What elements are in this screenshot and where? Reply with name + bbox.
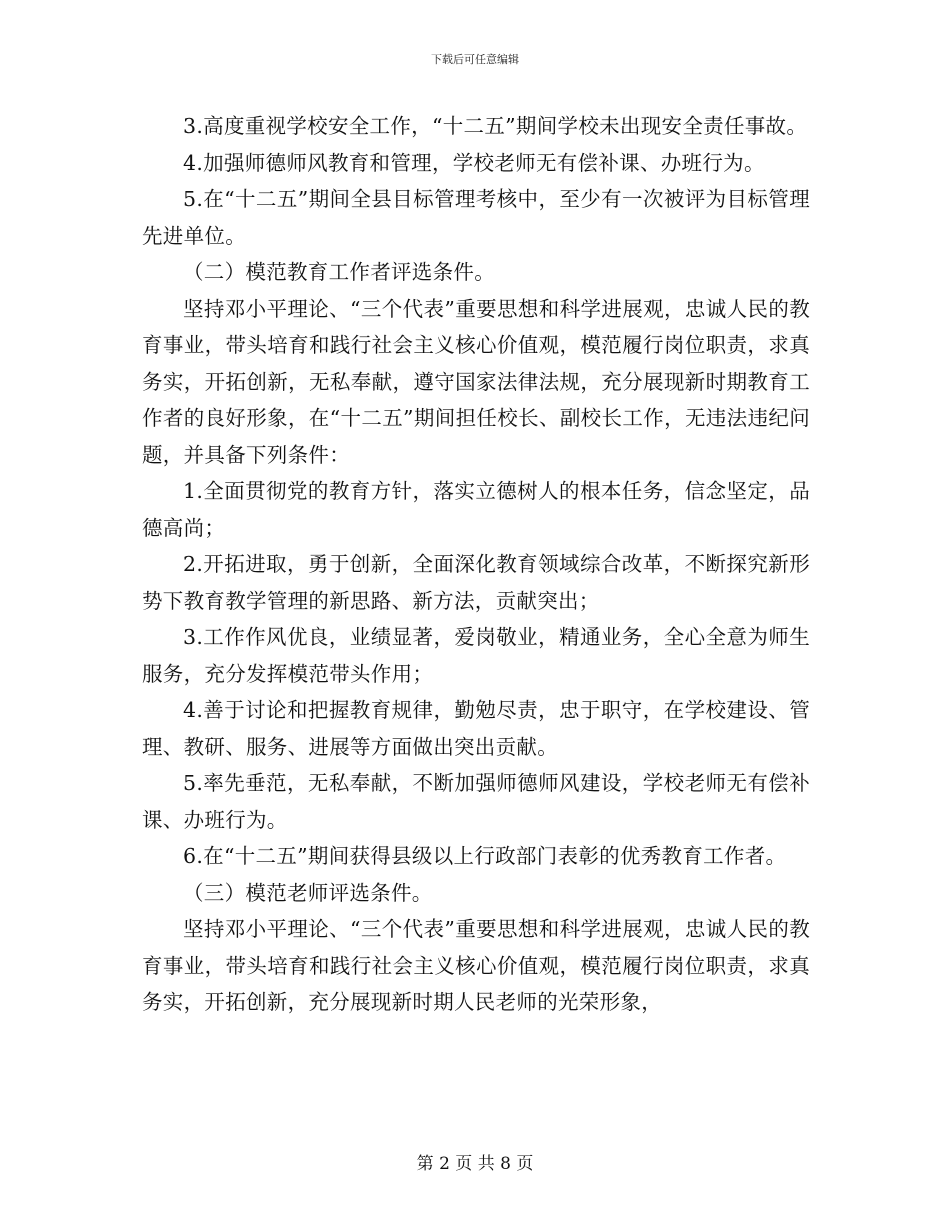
page-number: 第 2 页 共 8 页 [416, 1154, 534, 1174]
page-header: 下载后可任意编辑 [431, 53, 519, 66]
paragraph: 5.在“十二五”期间全县目标管理考核中，至少有一次被评为目标管理先进单位。 [142, 187, 810, 248]
paragraph: 1.全面贯彻党的教育方针，落实立德树人的根本任务，信念坚定，品德高尚； [142, 479, 810, 540]
paragraph: 5.率先垂范，无私奉献，不断加强师德师风建设，学校老师无有偿补课、办班行为。 [142, 771, 810, 832]
paragraph: 2.开拓进取，勇于创新，全面深化教育领域综合改革，不断探究新形势下教育教学管理的新思路、新方法，贡献突出； [142, 552, 810, 613]
paragraph: 4.善于讨论和把握教育规律，勤勉尽责，忠于职守，在学校建设、管理、教研、服务、进展等方面做出突出贡献。 [142, 698, 810, 759]
paragraph: 6.在“十二五”期间获得县级以上行政部门表彰的优秀教育工作者。 [183, 844, 787, 868]
paragraph: 3.高度重视学校安全工作，“十二五”期间学校未出现安全责任事故。 [183, 114, 808, 138]
document-body [142, 108, 810, 1021]
section-heading: （二）模范教育工作者评选条件。 [183, 260, 495, 284]
paragraph: 4.加强师德师风教育和管理，学校老师无有偿补课、办班行为。 [183, 150, 765, 175]
paragraph: 坚持邓小平理论、“三个代表”重要思想和科学进展观，忠诚人民的教育事业，带头培育和践行社会主义核心价值观，模范履行岗位职责，求真务实，开拓创新，充分展现新时期人民老师的光荣形象， [142, 917, 810, 1014]
paragraph: 3.工作作风优良，业绩显著，爱岗敬业，精通业务，全心全意为师生服务，充分发挥模范带头作用； [142, 625, 810, 686]
paragraph: 坚持邓小平理论、“三个代表”重要思想和科学进展观，忠诚人民的教育事业，带头培育和践行社会主义核心价值观，模范履行岗位职责，求真务实，开拓创新，无私奉献，遵守国家法律法规，充分展现新时期教育工作者的良好形象，在“十二五”期间担任校长、副校长工作，无违法违纪问题，并具备下列条件： [142, 296, 810, 467]
section-heading: （三）模范老师评选条件。 [183, 880, 433, 905]
